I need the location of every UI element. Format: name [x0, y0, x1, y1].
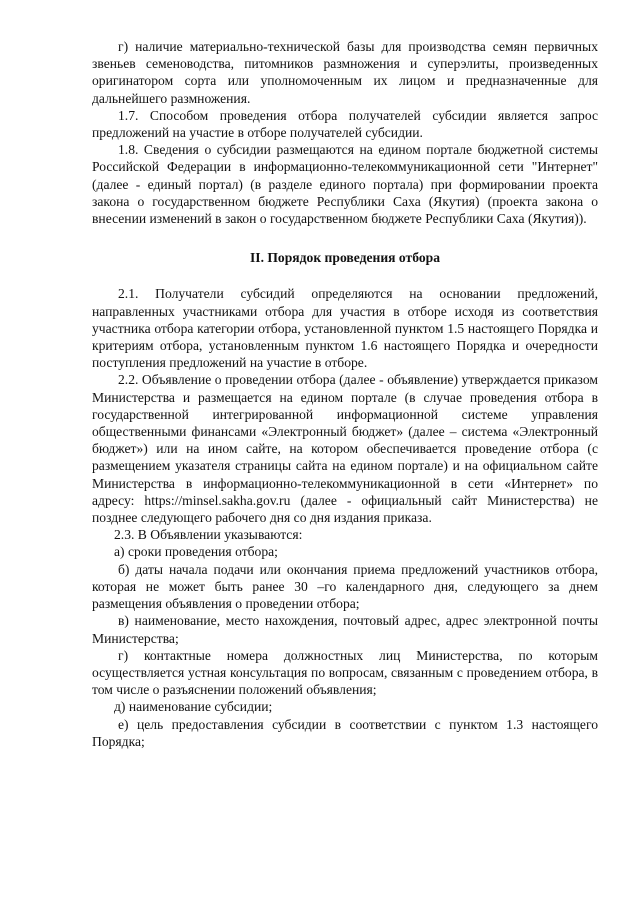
list-item-g: г) контактные номера должностных лиц Министерства, по которым осуществляется устная консультация по вопросам, связанным с проведением отбора, в том числе о разъяснении положений объявления; — [92, 647, 598, 698]
list-item-v: в) наименование, место нахождения, почтовый адрес, адрес электронной почты Министерства; — [92, 613, 598, 646]
paragraph-1-7: 1.7. Способом проведения отбора получателей субсидии является запрос предложений на участие в отборе получателей субсидии. — [92, 107, 598, 141]
list-item-a: а) сроки проведения отбора; — [114, 544, 278, 560]
paragraph-2-2: 2.2. Объявление о проведении отбора (далее - объявление) утверждается приказом Министерства и размещается на едином портале (в случае проведения отбора в государственной интегрированной информационной системе управления общественными финансами «Электронный бюджет» (далее – система «Электронный бюджет») или на ином сайте, на котором обеспечивается проведение отбора (с размещением указателя страницы сайта на едином портале) и на официальном сайте Министерства в информационно-телекоммуникационной в сети «Интернет» по адресу: https://minsel.sakha.gov.ru (далее - официальный сайт Министерства) не позднее следующего рабочего дня со дня издания приказа. — [92, 372, 598, 526]
list-item-b: б) даты начала подачи или окончания приема предложений участников отбора, которая не может быть ранее 30 –го календарного дня, следующего за днем размещения объявления о проведении отбора; — [92, 561, 598, 612]
list-item-e: е) цель предоставления субсидии в соответствии с пунктом 1.3 настоящего Порядка; — [92, 716, 598, 749]
paragraph-2-3: 2.3. В Объявлении указываются: — [114, 527, 303, 543]
paragraph-item-g-seeds: г) наличие материально-технической базы для производства семян первичных звеньев семеноводства, питомников размножения и суперэлиты, произведенных оригинатором сорта или уполномоченным их лицом и предназначенные для дальнейшего размножения. — [92, 39, 598, 106]
list-item-d: д) наименование субсидии; — [114, 699, 273, 715]
paragraph-2-1: 2.1. Получатели субсидий определяются на основании предложений, направленных участниками отбора для участия в отборе исходя из соответствия участника отбора категории отбора, установленной пунктом 1.5 настоящего Порядка и критериям отбора, установленным пунктом 1.6 настоящего Порядка и очередности поступления предложений на участие в отборе. — [92, 286, 598, 371]
section-heading: II. Порядок проведения отбора — [249, 250, 440, 266]
paragraph-1-8: 1.8. Сведения о субсидии размещаются на едином портале бюджетной системы Российской Федерации в информационно-телекоммуникационной сети "Интернет" (далее - единый портал) (в разделе единого портала) при формировании проекта закона о государственном бюджете Республики Саха (Якутия) (проекта закона о внесении изменений в закон о государственном бюджете Республики Саха (Якутия)). — [92, 142, 598, 227]
